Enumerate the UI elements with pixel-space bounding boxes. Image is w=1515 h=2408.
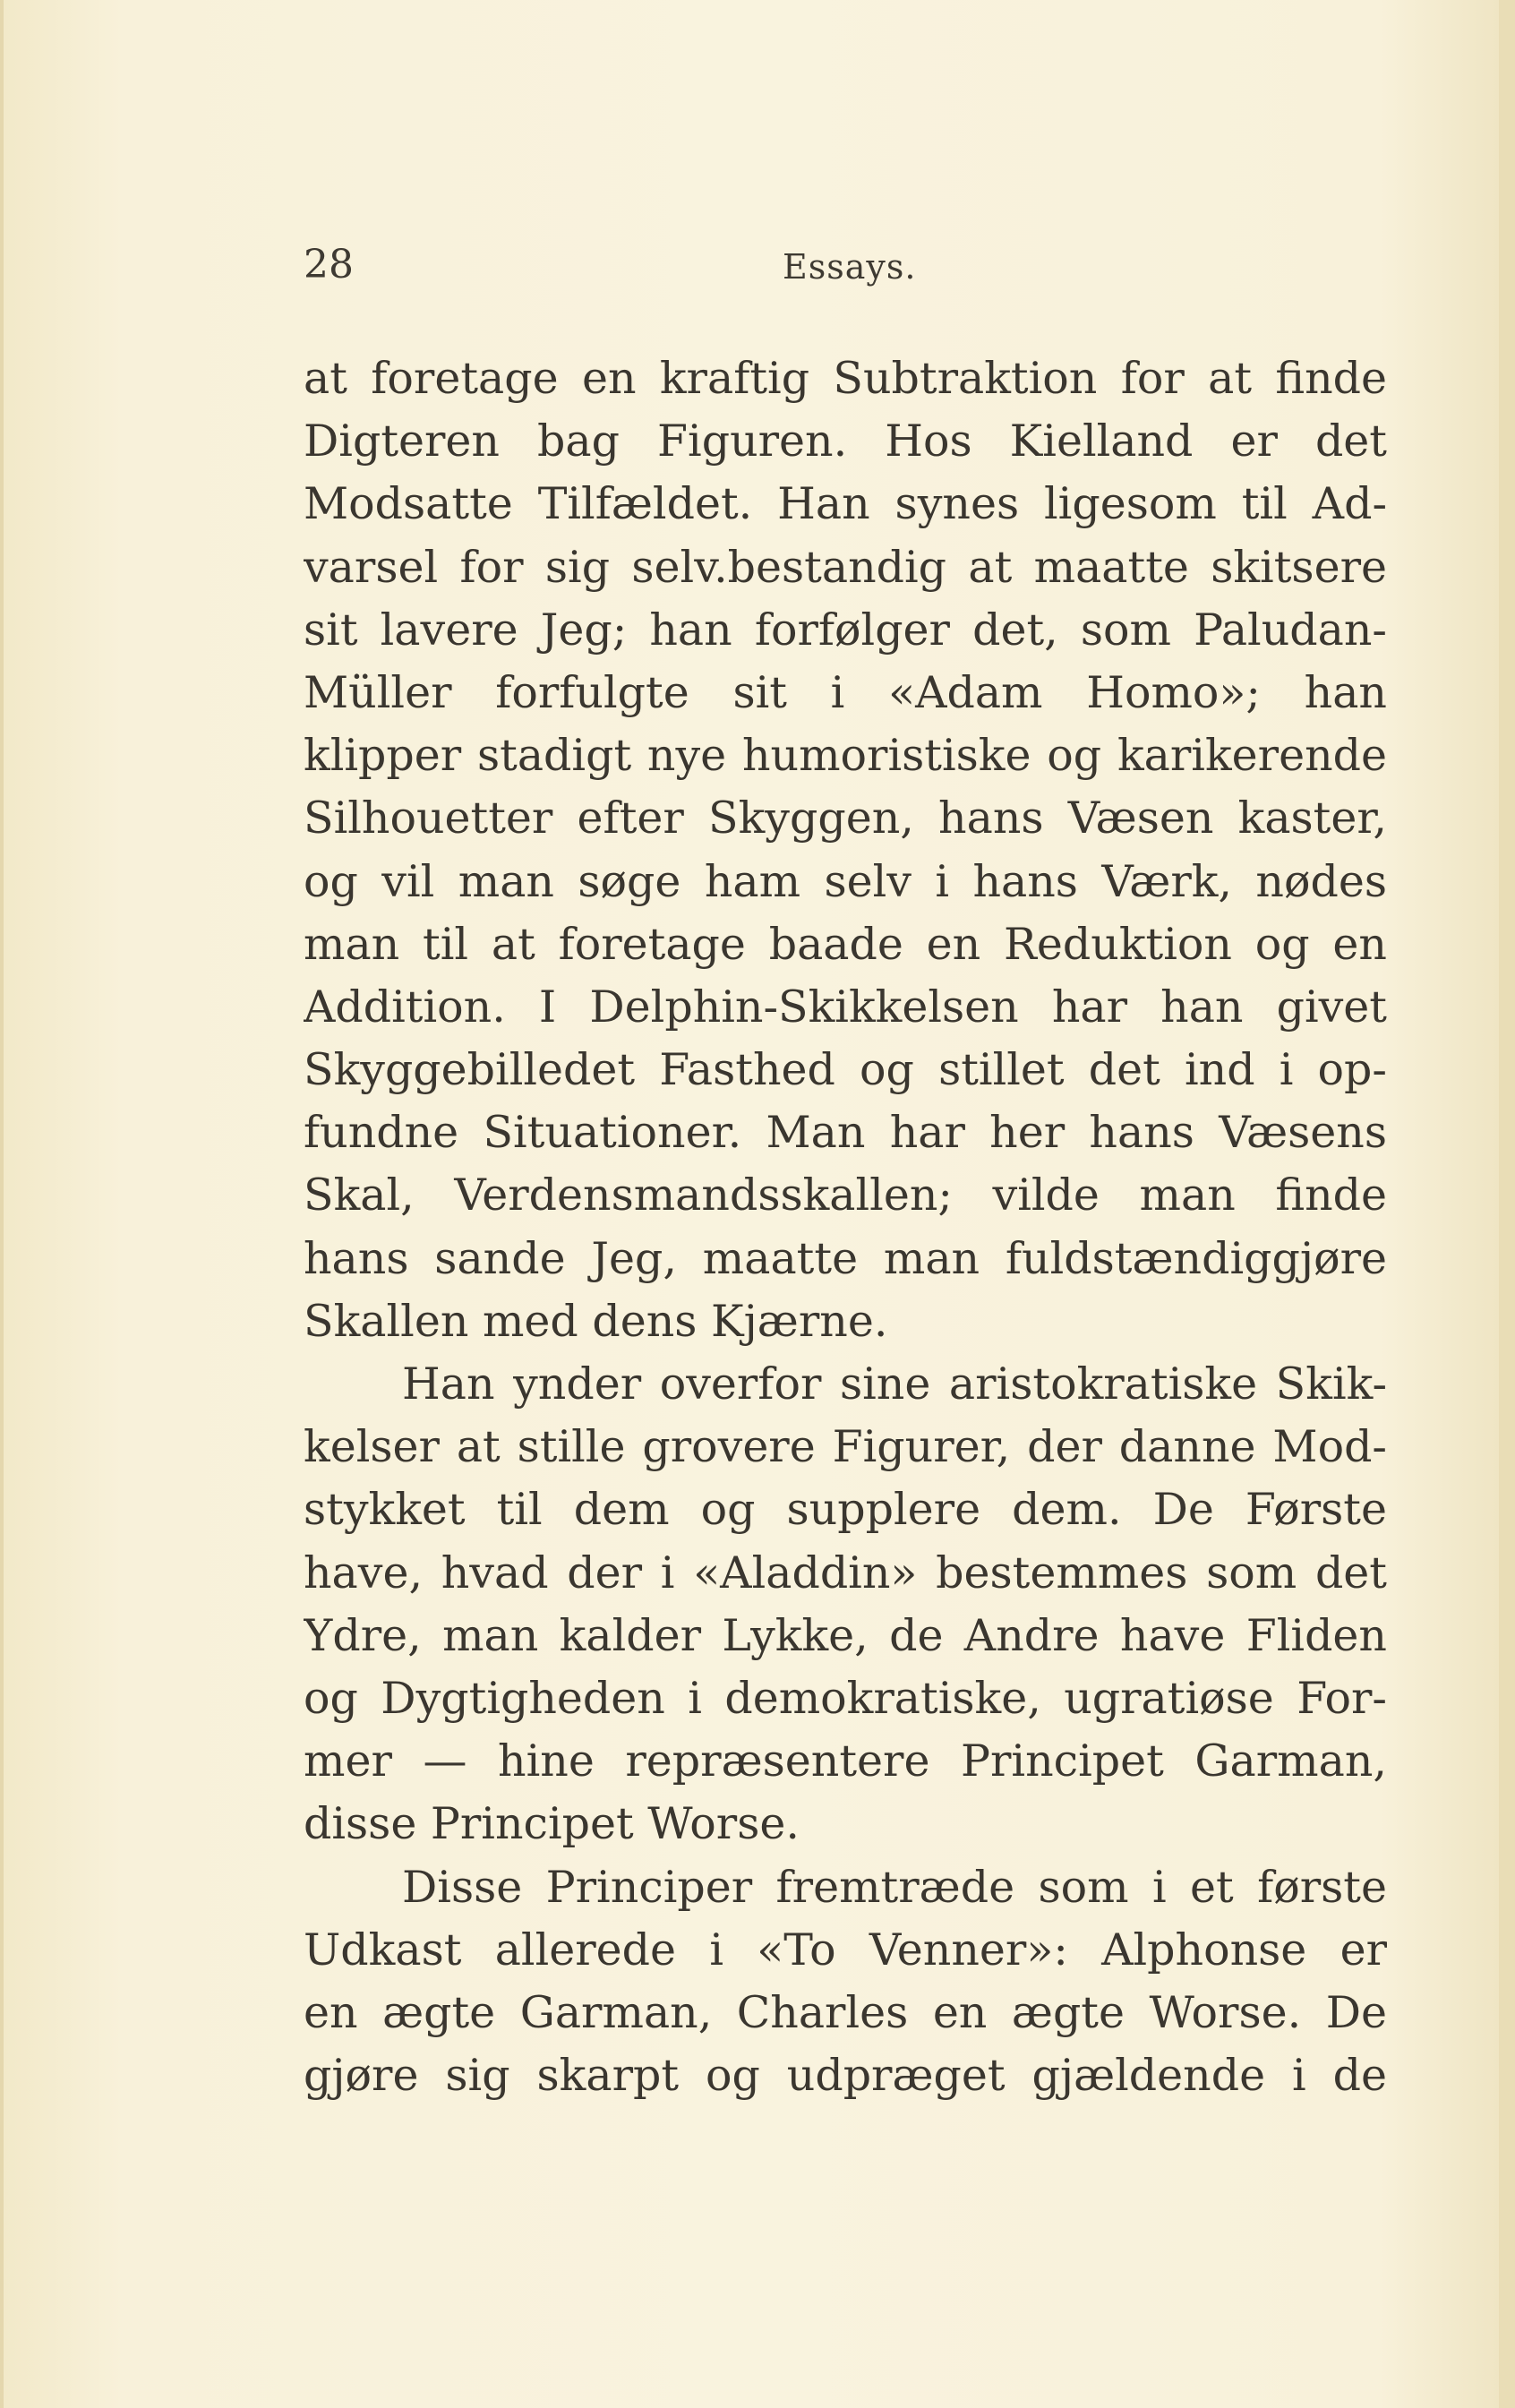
page-number: 28: [304, 242, 354, 287]
text-line: Skyggebilledet Fasthed og stillet det ind i op-: [304, 1044, 1387, 1096]
text-line: Müller forfulgte sit i «Adam Homo»; han: [304, 666, 1387, 718]
text-line: Modsatte Tilfældet. Han synes ligesom til Ad-: [304, 478, 1387, 530]
text-line: Addition. I Delphin-Skikkelsen har han givet: [304, 981, 1387, 1033]
text-line: hans sande Jeg, maatte man fuldstændiggjøre: [304, 1232, 1387, 1284]
text-line: Skal, Verdensmandsskallen; vilde man finde: [304, 1170, 1387, 1221]
text-line: Ydre, man kalder Lykke, de Andre have Fliden: [304, 1609, 1387, 1661]
body-text: [304, 347, 1387, 2107]
text-line: kelser at stille grovere Figurer, der danne Mod-: [304, 1421, 1387, 1473]
page-header: [304, 242, 1387, 304]
text-line: sit lavere Jeg; han forfølger det, som Paludan-: [304, 604, 1387, 656]
text-line: Skallen med dens Kjærne.: [304, 1295, 888, 1347]
text-line: stykket til dem og supplere dem. De Første: [304, 1484, 1387, 1536]
text-line: mer — hine repræsentere Principet Garman,: [304, 1735, 1387, 1787]
running-head: Essays.: [783, 247, 917, 287]
text-line: Silhouetter efter Skyggen, hans Væsen kaster,: [304, 793, 1387, 844]
text-line: Udkast allerede i «To Venner»: Alphonse er: [304, 1924, 1387, 1975]
text-line: varsel for sig selv.bestandig at maatte skitsere: [304, 541, 1387, 593]
text-line: og vil man søge ham selv i hans Værk, nødes: [304, 855, 1387, 907]
text-line: Han ynder overfor sine aristokratiske Skik-: [402, 1358, 1387, 1410]
text-line: en ægte Garman, Charles en ægte Worse. De: [304, 1986, 1387, 2038]
text-line: Disse Principer fremtræde som i et første: [402, 1861, 1387, 1913]
text-line: klipper stadigt nye humoristiske og karikerende: [304, 730, 1387, 782]
text-line: man til at foretage baade en Reduktion og en: [304, 918, 1387, 970]
text-line: have, hvad der i «Aladdin» bestemmes som det: [304, 1547, 1387, 1598]
text-line: og Dygtigheden i demokratiske, ugratiøse For-: [304, 1672, 1387, 1724]
text-line: disse Principet Worse.: [304, 1798, 800, 1850]
text-line: fundne Situationer. Man har her hans Væsens: [304, 1107, 1387, 1159]
text-line: gjøre sig skarpt og udpræget gjældende i de: [304, 2050, 1387, 2102]
text-line: Digteren bag Figuren. Hos Kielland er det: [304, 416, 1387, 467]
text-line: at foretage en kraftig Subtraktion for at finde: [304, 353, 1387, 404]
